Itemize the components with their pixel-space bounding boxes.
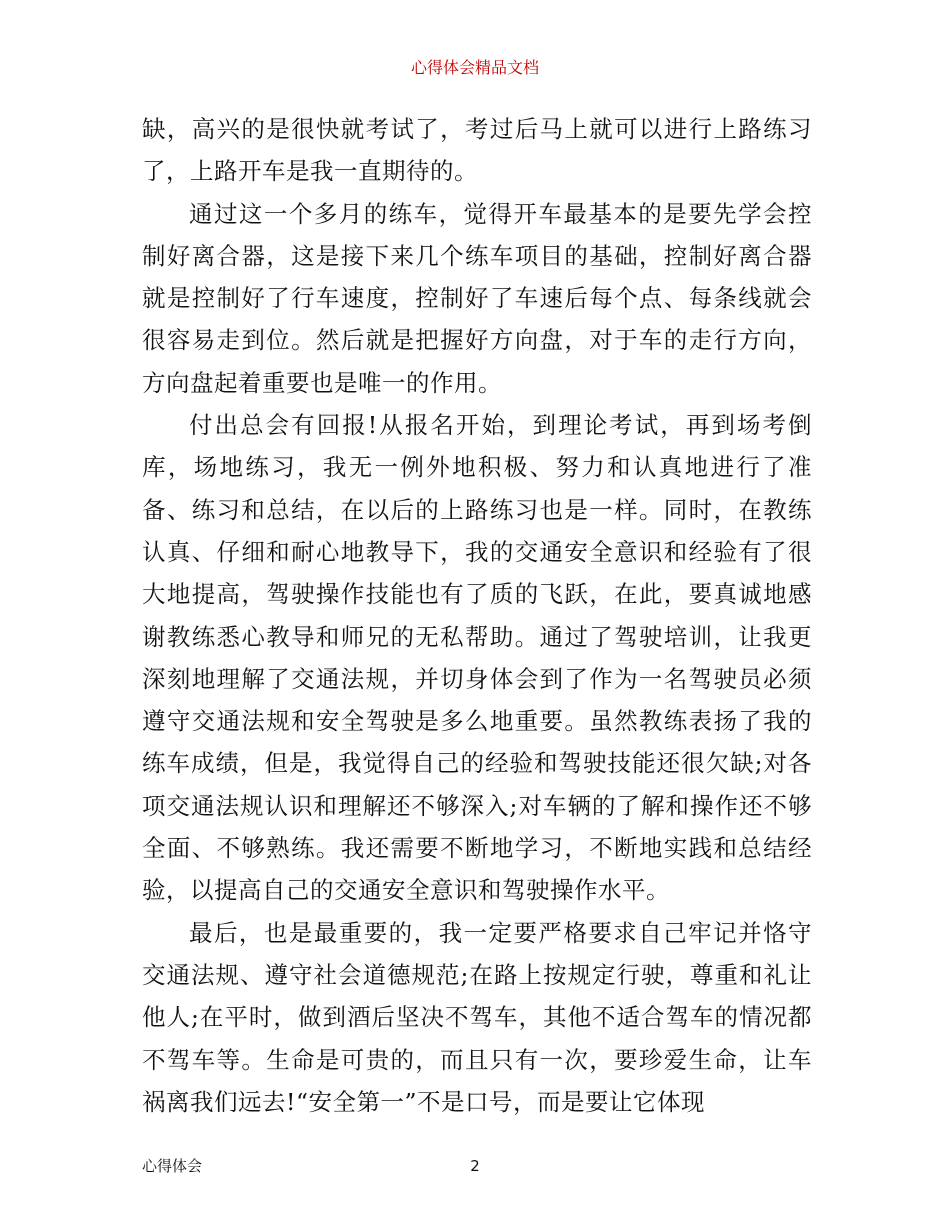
paragraph: 付出总会有回报!从报名开始，到理论考试，再到场考倒库，场地练习，我无一例外地积极、努力和认真地进行了准备、练习和总结，在以后的上路练习也是一样。同时，在教练认真、仔细和耐心地教导下，我的交通安全意识和经验有了很大地提高，驾驶操作技能也有了质的飞跃，在此，要真诚地感谢教练悉心教导和师兄的无私帮助。通过了驾驶培训，让我更深刻地理解了交通法规，并切身体会到了作为一名驾驶员必须遵守交通法规和安全驾驶是多么地重要。虽然教练表扬了我的练车成绩，但是，我觉得自己的经验和驾驶技能还很欠缺;对各项交通法规认识和理解还不够深入;对车辆的了解和操作还不够全面、不够熟练。我还需要不断地学习，不断地实践和总结经验，以提高自己的交通安全意识和驾驶操作水平。 xyxy=(142,411,812,905)
paragraph: 最后，也是最重要的，我一定要严格要求自己牢记并恪守交通法规、遵守社会道德规范;在路上按规定行驶，尊重和礼让他人;在平时，做到酒后坚决不驾车，其他不适合驾车的情况都不驾车等。生命是可贵的，而且只有一次，要珍爱生命，让车祸离我们远去!“安全第一”不是口号，而是要让它体现 xyxy=(142,918,812,1116)
document-body xyxy=(142,108,812,1123)
footer-label: 心得体会 xyxy=(142,1157,203,1175)
paragraph-continued: 缺，高兴的是很快就考试了，考过后马上就可以进行上路练习了，上路开车是我一直期待的。 xyxy=(142,115,812,186)
paragraph: 通过这一个多月的练车，觉得开车最基本的是要先学会控制好离合器，这是接下来几个练车项目的基础，控制好离合器就是控制好了行车速度，控制好了车速后每个点、每条线就会很容易走到位。然后就是把握好方向盘，对于车的走行方向，方向盘起着重要也是唯一的作用。 xyxy=(142,199,812,397)
page-header-title: 心得体会精品文档 xyxy=(410,58,539,77)
page-number: 2 xyxy=(470,1157,480,1175)
